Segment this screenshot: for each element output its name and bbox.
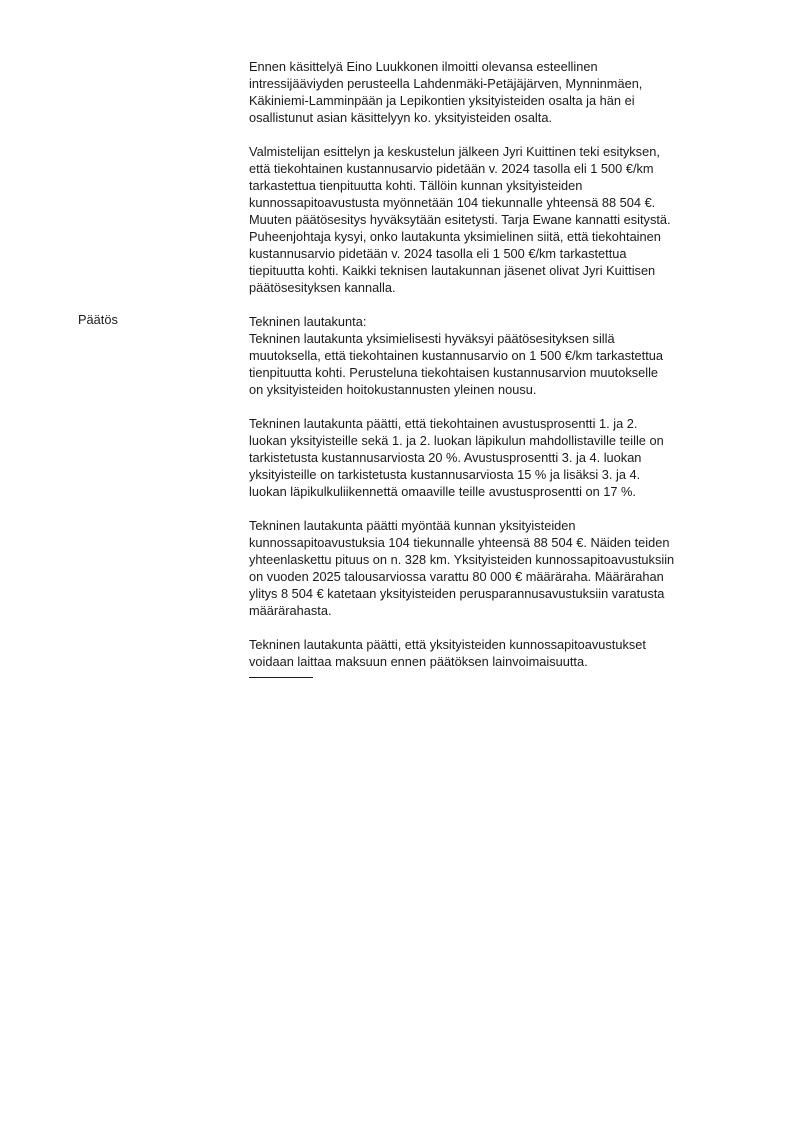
recusal-paragraph: Ennen käsittelyä Eino Luukkonen ilmoitti olevansa esteellinen intressijääviyden perusteella Lahdenmäki-Petäjäjärven, Mynninmäen, Käkiniemi-Lamminpään ja Lepikontien yksityisteiden osalta ja hän ei osallistunut asian käsittelyyn ko. yksityisteiden osalta. [249, 59, 643, 125]
decision-paragraph: Tekninen lautakunta päätti, että tiekohtainen avustusprosentti 1. ja 2. luokan yksityisteille sekä 1. ja 2. luokan läpikulun mahdollistaville teille on tarkistetusta kustannusarviosta 20 %. Avustusprosentti 3. ja 4. luokan yksityisteille on tarkistetusta kustannusarviosta 15 % ja lisäksi 3. ja 4. luokan läpikulkuliikennettä omaaville teille avustusprosentti on 17 %. [249, 416, 664, 499]
decision-paragraph: Tekninen lautakunta päätti myöntää kunnan yksityisteiden kunnossapitoavustuksia 104 tiekunnalle yhteensä 88 504 €. Näiden teiden yhteenlaskettu pituus on n. 328 km. Yksityisteiden kunnossapitoavustuksiin on vuoden 2025 talousarviossa varattu 80 000 € määräraha. Määrärahan ylitys 8 504 € katetaan yksityisteiden perusparannusavustuksiin varatusta määrärahasta. [249, 518, 675, 618]
decision-paragraph: Tekninen lautakunta päätti, että yksityisteiden kunnossapitoavustukset voidaan laittaa maksuun ennen päätöksen lainvoimaisuutta. [249, 637, 646, 669]
end-rule [249, 677, 313, 678]
decision-heading: Tekninen lautakunta: [249, 314, 367, 329]
document-body [249, 58, 749, 678]
proposal-paragraph: Valmistelijan esittelyn ja keskustelun jälkeen Jyri Kuittinen teki esityksen, että tiekohtainen kustannusarvio pidetään v. 2024 tasolla eli 1 500 €/km tarkastettua tienpituutta kohti. Tällöin kunnan yksityisteiden kunnossapitoavustusta myönnetään 104 tiekunnalle yhteensä 88 504 €. Muuten päätösesitys hyväksytään esitetysti. Tarja Ewane kannatti esitystä. Puheenjohtaja kysyi, onko lautakunta yksimielinen siitä, että tiekohtainen kustannusarvio pidetään v. 2024 tasolla eli 1 500 €/km tarkastettua tiepituutta kohti. Kaikki teknisen lautakunnan jäsenet olivat Jyri Kuittisen päätösesityksen kannalla. [249, 144, 671, 295]
decision-label: Päätös [78, 312, 118, 327]
decision-paragraph: Tekninen lautakunta yksimielisesti hyväksyi päätösesityksen sillä muutoksella, että tiekohtainen kustannusarvio on 1 500 €/km tarkastettua tienpituutta kohti. Perusteluna tiekohtaisen kustannusarvion muutokselle on yksityisteiden hoitokustannusten yleinen nousu. [249, 331, 664, 397]
